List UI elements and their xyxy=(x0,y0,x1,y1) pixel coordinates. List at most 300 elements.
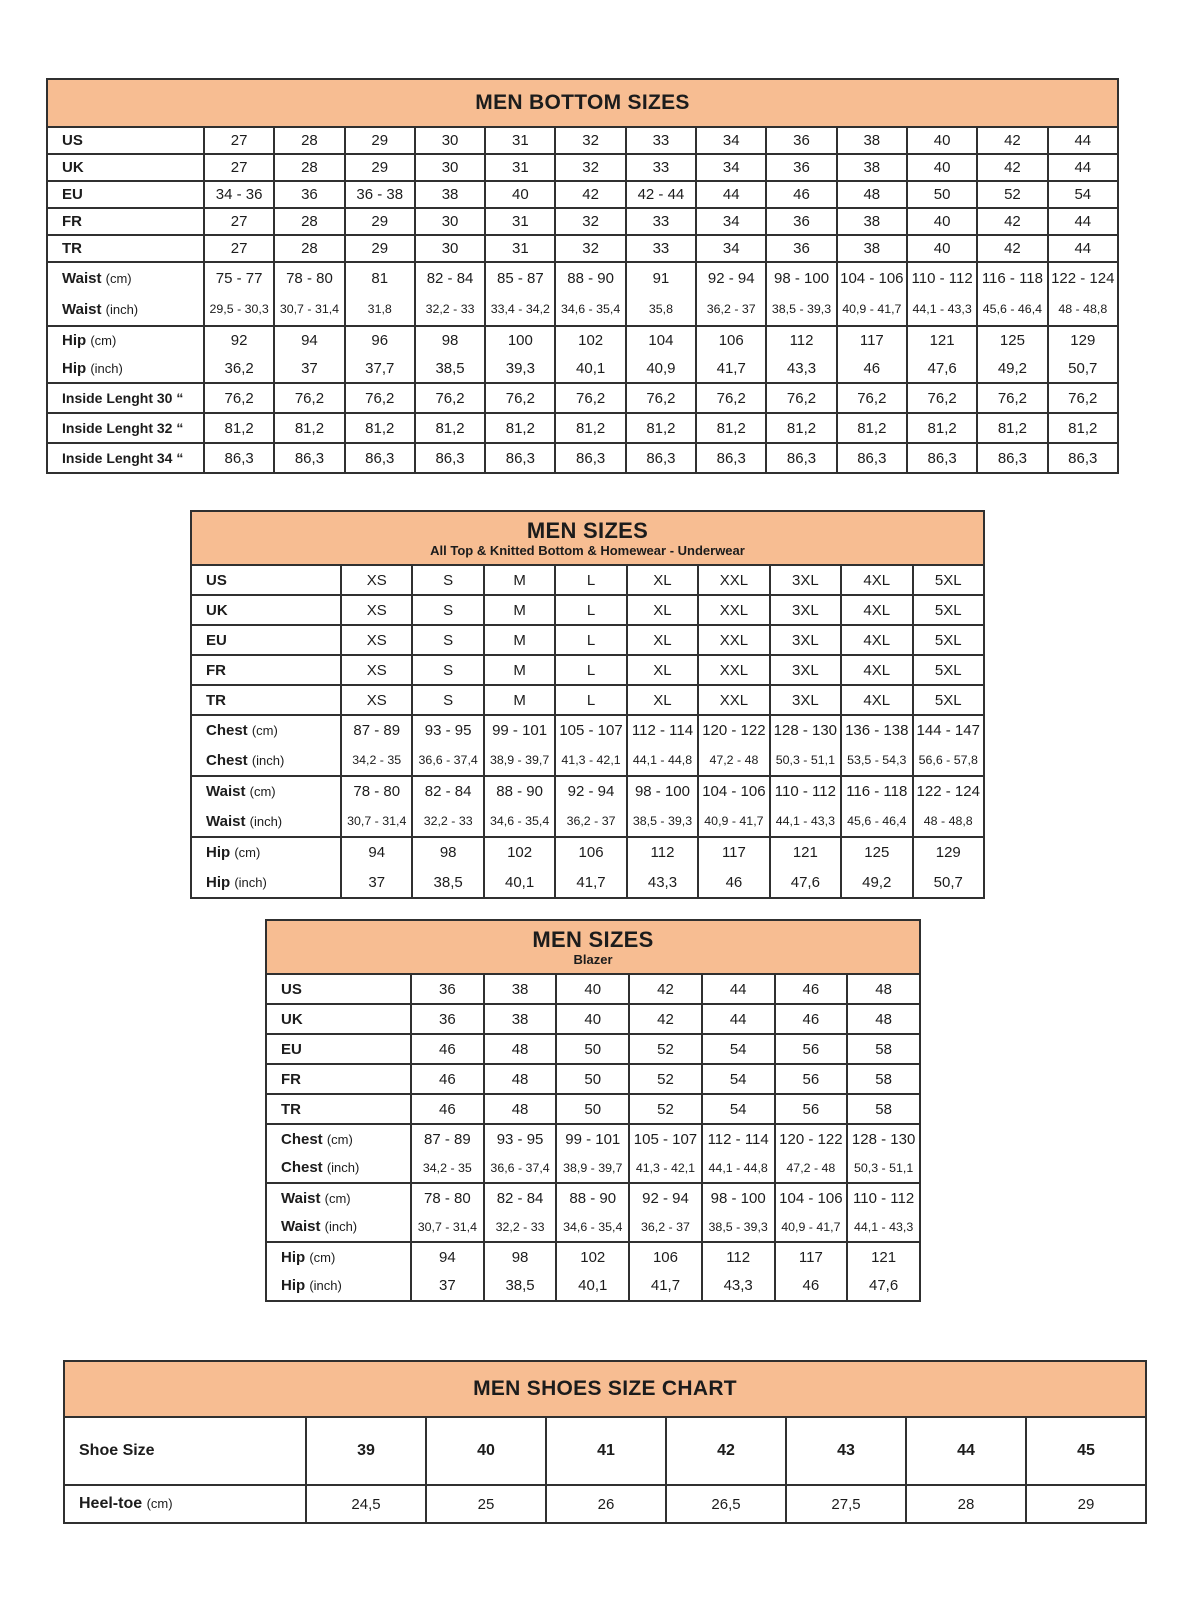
table-row xyxy=(191,837,984,867)
table-cell: 92 xyxy=(204,326,274,354)
table-cell: 38,9 - 39,7 xyxy=(484,745,555,776)
table-cell: 47,2 - 48 xyxy=(775,1153,848,1183)
table-cell: 5XL xyxy=(913,595,985,625)
table-cell: 87 - 89 xyxy=(411,1124,484,1153)
table-grid xyxy=(190,564,985,899)
table-cell: 3XL xyxy=(770,625,841,655)
table-cell: 86,3 xyxy=(766,443,836,473)
table-cell: 116 - 118 xyxy=(841,776,912,806)
row-label: Chest (inch) xyxy=(191,745,341,776)
table-row xyxy=(266,974,920,1004)
table-cell: 48 xyxy=(484,1094,557,1124)
table-cell: 58 xyxy=(847,1064,920,1094)
table-cell: 36 xyxy=(411,974,484,1004)
table-cell: 28 xyxy=(274,208,344,235)
table-cell: 56,6 - 57,8 xyxy=(913,745,985,776)
table-cell: 48 xyxy=(484,1034,557,1064)
table-subtitle: Blazer xyxy=(573,951,613,967)
table-cell: 48 - 48,8 xyxy=(1048,293,1118,326)
table-cell: 105 - 107 xyxy=(629,1124,702,1153)
table-cell: XS xyxy=(341,595,412,625)
men-shoes-size-chart-grid xyxy=(63,1416,1147,1524)
table-cell: 32 xyxy=(555,154,625,181)
row-label: Hip (inch) xyxy=(191,867,341,898)
table-cell: 76,2 xyxy=(977,383,1047,413)
table-cell: 76,2 xyxy=(907,383,977,413)
table-row xyxy=(191,806,984,837)
table-cell: 93 - 95 xyxy=(484,1124,557,1153)
table-cell: 86,3 xyxy=(415,443,485,473)
men-sizes-tops-grid xyxy=(190,564,985,899)
table-cell: S xyxy=(412,565,483,595)
table-cell: XXL xyxy=(698,685,769,715)
table-cell: 35,8 xyxy=(626,293,696,326)
row-label: Hip (cm) xyxy=(266,1242,411,1271)
table-cell: 81,2 xyxy=(1048,413,1118,443)
table-cell: 94 xyxy=(411,1242,484,1271)
table-cell: 5XL xyxy=(913,655,985,685)
table-cell: 26,5 xyxy=(666,1485,786,1523)
row-label: Shoe Size xyxy=(64,1417,306,1485)
table-cell: XS xyxy=(341,685,412,715)
row-label: Hip (inch) xyxy=(47,354,204,383)
table-cell: 40,1 xyxy=(484,867,555,898)
table-cell: 34,2 - 35 xyxy=(341,745,412,776)
table-row xyxy=(266,1242,920,1271)
table-cell: 41,3 - 42,1 xyxy=(555,745,626,776)
table-cell: 27 xyxy=(204,235,274,262)
table-cell: 86,3 xyxy=(1048,443,1118,473)
row-label: FR xyxy=(266,1064,411,1094)
table-row xyxy=(266,1271,920,1301)
table-cell: 81,2 xyxy=(204,413,274,443)
table-cell: 78 - 80 xyxy=(411,1183,484,1212)
table-cell: 81,2 xyxy=(415,413,485,443)
table-cell: 46 xyxy=(775,974,848,1004)
table-cell: 52 xyxy=(629,1094,702,1124)
table-cell: 48 xyxy=(847,974,920,1004)
table-cell: 117 xyxy=(775,1242,848,1271)
table-cell: 36 xyxy=(274,181,344,208)
table-cell: 98 xyxy=(415,326,485,354)
table-cell: 40 xyxy=(426,1417,546,1485)
row-label: FR xyxy=(191,655,341,685)
table-row xyxy=(191,595,984,625)
table-cell: 36,2 - 37 xyxy=(629,1212,702,1242)
table-cell: XXL xyxy=(698,595,769,625)
table-cell: 48 xyxy=(847,1004,920,1034)
table-cell: 116 - 118 xyxy=(977,262,1047,293)
table-cell: 32 xyxy=(555,208,625,235)
table-cell: 87 - 89 xyxy=(341,715,412,745)
row-label: Hip (cm) xyxy=(191,837,341,867)
row-label: US xyxy=(191,565,341,595)
table-cell: 46 xyxy=(775,1004,848,1034)
table-cell: 104 - 106 xyxy=(698,776,769,806)
table-cell: 29 xyxy=(345,235,415,262)
table-cell: 42 xyxy=(977,127,1047,154)
table-cell: 85 - 87 xyxy=(485,262,555,293)
table-cell: 28 xyxy=(274,235,344,262)
table-cell: 41,7 xyxy=(555,867,626,898)
table-cell: 40 xyxy=(485,181,555,208)
table-cell: 43,3 xyxy=(766,354,836,383)
table-cell: 4XL xyxy=(841,685,912,715)
table-cell: 45,6 - 46,4 xyxy=(977,293,1047,326)
table-cell: 33 xyxy=(626,127,696,154)
row-label: Heel-toe (cm) xyxy=(64,1485,306,1523)
table-cell: 41,7 xyxy=(629,1271,702,1301)
table-row xyxy=(47,413,1118,443)
table-cell: 3XL xyxy=(770,595,841,625)
table-cell: 81,2 xyxy=(485,413,555,443)
table-grid xyxy=(46,126,1119,474)
row-label-unit: (inch) xyxy=(90,360,123,376)
table-cell: 52 xyxy=(629,1064,702,1094)
table-cell: 29,5 - 30,3 xyxy=(204,293,274,326)
table-cell: 34 xyxy=(696,235,766,262)
table-cell: 42 xyxy=(977,235,1047,262)
table-cell: 44,1 - 43,3 xyxy=(907,293,977,326)
table-cell: 106 xyxy=(629,1242,702,1271)
table-cell: L xyxy=(555,655,626,685)
row-label-unit: (cm) xyxy=(326,1131,353,1147)
table-cell: 42 xyxy=(666,1417,786,1485)
table-row xyxy=(64,1485,1146,1523)
table-cell: 76,2 xyxy=(696,383,766,413)
table-cell: 94 xyxy=(274,326,344,354)
table-cell: 38 xyxy=(484,974,557,1004)
table-cell: 5XL xyxy=(913,685,985,715)
row-label-unit: (cm) xyxy=(249,784,276,799)
table-cell: 38 xyxy=(484,1004,557,1034)
table-subtitle: All Top & Knitted Bottom & Homewear - Underwear xyxy=(430,542,745,558)
table-cell: 112 xyxy=(627,837,698,867)
table-cell: 5XL xyxy=(913,625,985,655)
table-cell: 34,6 - 35,4 xyxy=(555,293,625,326)
table-cell: 38 xyxy=(837,127,907,154)
table-cell: 50 xyxy=(556,1034,629,1064)
table-cell: 40,9 - 41,7 xyxy=(698,806,769,837)
table-cell: 99 - 101 xyxy=(484,715,555,745)
table-cell: 86,3 xyxy=(907,443,977,473)
table-cell: 31,8 xyxy=(345,293,415,326)
table-cell: 33 xyxy=(626,235,696,262)
table-cell: 81,2 xyxy=(626,413,696,443)
table-cell: 104 xyxy=(626,326,696,354)
table-cell: 58 xyxy=(847,1034,920,1064)
table-cell: 34,6 - 35,4 xyxy=(484,806,555,837)
table-cell: 46 xyxy=(766,181,836,208)
table-title-band xyxy=(46,78,1119,128)
table-cell: 56 xyxy=(775,1094,848,1124)
table-cell: 86,3 xyxy=(837,443,907,473)
table-cell: 44 xyxy=(702,974,775,1004)
table-cell: S xyxy=(412,685,483,715)
table-cell: 78 - 80 xyxy=(274,262,344,293)
table-cell: 86,3 xyxy=(345,443,415,473)
table-cell: 105 - 107 xyxy=(555,715,626,745)
table-cell: 76,2 xyxy=(766,383,836,413)
table-cell: 42 xyxy=(629,1004,702,1034)
table-cell: 81,2 xyxy=(907,413,977,443)
table-cell: 30,7 - 31,4 xyxy=(341,806,412,837)
table-cell: 54 xyxy=(702,1094,775,1124)
table-cell: 38,5 xyxy=(412,867,483,898)
table-cell: 38,5 - 39,3 xyxy=(627,806,698,837)
row-label: US xyxy=(47,127,204,154)
table-cell: 46 xyxy=(775,1271,848,1301)
row-label: Waist (cm) xyxy=(191,776,341,806)
table-cell: 43,3 xyxy=(702,1271,775,1301)
table-grid xyxy=(265,973,921,1302)
table-cell: 30,7 - 31,4 xyxy=(274,293,344,326)
table-cell: 96 xyxy=(345,326,415,354)
table-cell: 41,7 xyxy=(696,354,766,383)
table-row xyxy=(191,625,984,655)
row-label: Chest (inch) xyxy=(266,1153,411,1183)
table-cell: 26 xyxy=(546,1485,666,1523)
table-cell: 43,3 xyxy=(627,867,698,898)
table-cell: 38 xyxy=(415,181,485,208)
table-cell: 47,6 xyxy=(847,1271,920,1301)
row-label: TR xyxy=(266,1094,411,1124)
table-cell: L xyxy=(555,565,626,595)
table-title-band xyxy=(63,1360,1147,1418)
table-cell: 44 xyxy=(696,181,766,208)
table-row xyxy=(266,1094,920,1124)
table-cell: 44,1 - 44,8 xyxy=(627,745,698,776)
table-row xyxy=(47,127,1118,154)
table-cell: 41,3 - 42,1 xyxy=(629,1153,702,1183)
table-cell: 39 xyxy=(306,1417,426,1485)
table-cell: 76,2 xyxy=(555,383,625,413)
table-cell: M xyxy=(484,595,555,625)
table-cell: 33 xyxy=(626,154,696,181)
table-cell: 40 xyxy=(907,208,977,235)
table-title: MEN BOTTOM SIZES xyxy=(475,90,690,114)
table-cell: L xyxy=(555,685,626,715)
table-cell: 102 xyxy=(484,837,555,867)
table-cell: 76,2 xyxy=(485,383,555,413)
table-cell: 34 xyxy=(696,154,766,181)
table-cell: 37 xyxy=(411,1271,484,1301)
table-cell: 46 xyxy=(411,1094,484,1124)
table-row xyxy=(47,154,1118,181)
row-label-unit: (inch) xyxy=(326,1160,360,1175)
table-cell: 50,7 xyxy=(1048,354,1118,383)
table-cell: M xyxy=(484,655,555,685)
row-label: Chest (cm) xyxy=(266,1124,411,1153)
table-cell: 3XL xyxy=(770,655,841,685)
table-cell: 86,3 xyxy=(204,443,274,473)
table-cell: 44 xyxy=(906,1417,1026,1485)
table-cell: 128 - 130 xyxy=(847,1124,920,1153)
table-row xyxy=(191,745,984,776)
table-cell: 42 xyxy=(977,208,1047,235)
table-cell: S xyxy=(412,595,483,625)
table-cell: 36,2 xyxy=(204,354,274,383)
table-cell: 53,5 - 54,3 xyxy=(841,745,912,776)
table-cell: 104 - 106 xyxy=(837,262,907,293)
table-cell: 92 - 94 xyxy=(555,776,626,806)
row-label-unit: (inch) xyxy=(105,301,139,317)
table-cell: 125 xyxy=(977,326,1047,354)
table-cell: 44 xyxy=(702,1004,775,1034)
table-cell: 37,7 xyxy=(345,354,415,383)
table-cell: 58 xyxy=(847,1094,920,1124)
table-cell: 82 - 84 xyxy=(484,1183,557,1212)
table-cell: 42 xyxy=(977,154,1047,181)
table-cell: 91 xyxy=(626,262,696,293)
table-row xyxy=(266,1034,920,1064)
row-label: EU xyxy=(266,1034,411,1064)
table-cell: 121 xyxy=(847,1242,920,1271)
table-row xyxy=(191,565,984,595)
table-cell: 39,3 xyxy=(485,354,555,383)
table-cell: 44,1 - 44,8 xyxy=(702,1153,775,1183)
table-row xyxy=(47,208,1118,235)
table-cell: 92 - 94 xyxy=(629,1183,702,1212)
table-cell: XS xyxy=(341,655,412,685)
table-cell: 44 xyxy=(1048,154,1118,181)
table-cell: 34 xyxy=(696,127,766,154)
table-cell: 44 xyxy=(1048,208,1118,235)
table-cell: 38,5 - 39,3 xyxy=(766,293,836,326)
table-cell: 29 xyxy=(1026,1485,1146,1523)
table-cell: 129 xyxy=(913,837,985,867)
table-cell: 81,2 xyxy=(977,413,1047,443)
table-cell: 102 xyxy=(556,1242,629,1271)
table-cell: XL xyxy=(627,685,698,715)
table-cell: 50,3 - 51,1 xyxy=(770,745,841,776)
table-cell: 34,2 - 35 xyxy=(411,1153,484,1183)
table-cell: 40 xyxy=(556,974,629,1004)
table-cell: 76,2 xyxy=(274,383,344,413)
table-cell: 40,9 xyxy=(626,354,696,383)
table-row xyxy=(266,1212,920,1242)
table-cell: 122 - 124 xyxy=(1048,262,1118,293)
table-title: MEN SHOES SIZE CHART xyxy=(473,1376,737,1400)
table-cell: M xyxy=(484,685,555,715)
table-cell: 94 xyxy=(341,837,412,867)
table-cell: 50,7 xyxy=(913,867,985,898)
table-cell: 25 xyxy=(426,1485,546,1523)
table-cell: 104 - 106 xyxy=(775,1183,848,1212)
table-cell: 81,2 xyxy=(696,413,766,443)
row-label: Hip (inch) xyxy=(266,1271,411,1301)
table-cell: 76,2 xyxy=(1048,383,1118,413)
table-cell: 78 - 80 xyxy=(341,776,412,806)
row-label: Chest (cm) xyxy=(191,715,341,745)
table-row xyxy=(64,1417,1146,1485)
table-cell: 82 - 84 xyxy=(412,776,483,806)
table-cell: 4XL xyxy=(841,595,912,625)
row-label: FR xyxy=(47,208,204,235)
table-cell: 37 xyxy=(274,354,344,383)
table-cell: 44,1 - 43,3 xyxy=(847,1212,920,1242)
table-cell: 54 xyxy=(702,1034,775,1064)
table-cell: 30 xyxy=(415,208,485,235)
row-label: Inside Lenght 32 “ xyxy=(47,413,204,443)
table-cell: 49,2 xyxy=(841,867,912,898)
table-cell: 3XL xyxy=(770,565,841,595)
table-cell: 110 - 112 xyxy=(907,262,977,293)
table-cell: 42 - 44 xyxy=(626,181,696,208)
table-cell: 106 xyxy=(555,837,626,867)
row-label: TR xyxy=(191,685,341,715)
table-row xyxy=(191,776,984,806)
row-label-unit: (cm) xyxy=(234,845,261,860)
table-cell: 112 - 114 xyxy=(627,715,698,745)
row-label: US xyxy=(266,974,411,1004)
table-row xyxy=(47,293,1118,326)
table-cell: 106 xyxy=(696,326,766,354)
table-cell: 28 xyxy=(274,154,344,181)
table-title-band xyxy=(265,919,921,975)
table-cell: 76,2 xyxy=(345,383,415,413)
table-cell: M xyxy=(484,565,555,595)
table-row xyxy=(191,715,984,745)
table-row xyxy=(266,1153,920,1183)
table-cell: 81,2 xyxy=(837,413,907,443)
table-cell: 4XL xyxy=(841,655,912,685)
table-cell: 31 xyxy=(485,154,555,181)
table-cell: 43 xyxy=(786,1417,906,1485)
row-label: UK xyxy=(266,1004,411,1034)
table-cell: S xyxy=(412,655,483,685)
table-cell: 98 xyxy=(412,837,483,867)
table-row xyxy=(191,655,984,685)
row-label-unit: (inch) xyxy=(309,1278,342,1293)
table-cell: 54 xyxy=(1048,181,1118,208)
table-cell: 28 xyxy=(906,1485,1026,1523)
table-cell: 76,2 xyxy=(415,383,485,413)
row-label-unit: (inch) xyxy=(251,752,285,768)
table-cell: 30 xyxy=(415,154,485,181)
table-cell: 46 xyxy=(837,354,907,383)
table-cell: 31 xyxy=(485,235,555,262)
table-cell: 34 - 36 xyxy=(204,181,274,208)
table-cell: 76,2 xyxy=(204,383,274,413)
row-label: Waist (inch) xyxy=(191,806,341,837)
table-cell: 34,6 - 35,4 xyxy=(556,1212,629,1242)
men-shoes-size-chart-table xyxy=(63,1360,1147,1524)
row-label-unit: (cm) xyxy=(90,333,117,348)
table-cell: 40 xyxy=(907,154,977,181)
table-cell: 37 xyxy=(341,867,412,898)
table-cell: 52 xyxy=(629,1034,702,1064)
row-label-unit: (cm) xyxy=(105,270,132,286)
table-cell: 117 xyxy=(698,837,769,867)
table-cell: 81,2 xyxy=(274,413,344,443)
table-cell: 44,1 - 43,3 xyxy=(770,806,841,837)
table-cell: 110 - 112 xyxy=(770,776,841,806)
table-cell: 99 - 101 xyxy=(556,1124,629,1153)
table-cell: 27,5 xyxy=(786,1485,906,1523)
table-cell: 40 xyxy=(556,1004,629,1034)
table-cell: XXL xyxy=(698,625,769,655)
table-cell: 112 xyxy=(702,1242,775,1271)
table-cell: 38 xyxy=(837,235,907,262)
table-cell: 45 xyxy=(1026,1417,1146,1485)
table-cell: 50 xyxy=(556,1064,629,1094)
table-cell: 38,5 - 39,3 xyxy=(702,1212,775,1242)
table-cell: 56 xyxy=(775,1064,848,1094)
table-cell: 33 xyxy=(626,208,696,235)
table-cell: 144 - 147 xyxy=(913,715,985,745)
table-cell: 40 xyxy=(907,235,977,262)
